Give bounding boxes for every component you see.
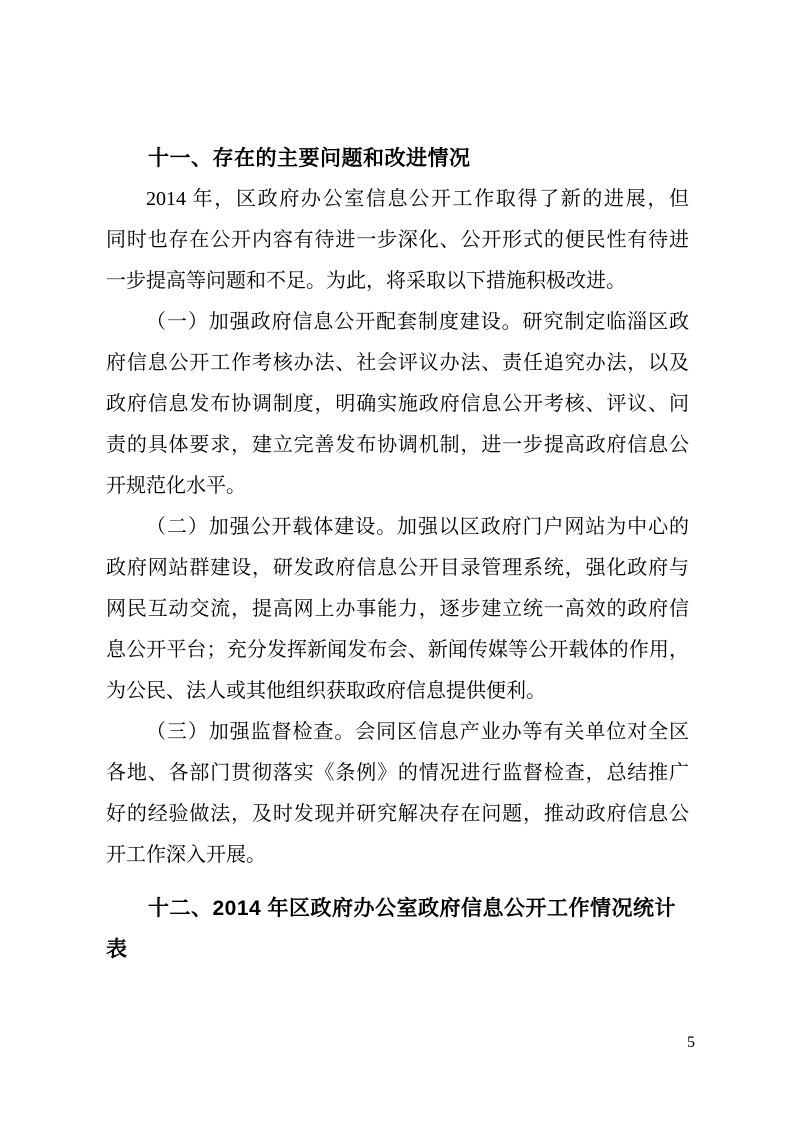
text-line: 网民互动交流，提高网上办事能力，逐步建立统一高效的政府信 xyxy=(106,598,689,620)
text-line: 同时也存在公开内容有待进一步深化、公开形式的便民性有待进 xyxy=(106,229,689,251)
text-line: 府信息公开工作考核办法、社会评议办法、责任追究办法，以及 xyxy=(106,352,689,374)
text-line: 2014 年，区政府办公室信息公开工作取得了新的进展，但 xyxy=(146,188,689,210)
text-line: 责的具体要求，建立完善发布协调机制，进一步提高政府信息公 xyxy=(106,434,689,456)
text-line: （一）加强政府信息公开配套制度建设。研究制定临淄区政 xyxy=(146,311,689,333)
text-line: 政府网站群建设，研发政府信息公开目录管理系统，强化政府与 xyxy=(106,557,689,579)
text-line: 政府信息发布协调制度，明确实施政府信息公开考核、评议、问 xyxy=(106,393,689,415)
text-line: 开工作深入开展。 xyxy=(106,844,266,866)
text-line: 一步提高等问题和不足。为此，将采取以下措施积极改进。 xyxy=(106,270,626,292)
text-line: 开规范化水平。 xyxy=(106,475,246,497)
text-line: （二）加强公开载体建设。加强以区政府门户网站为中心的 xyxy=(146,516,689,538)
section-11-heading: 十一、存在的主要问题和改进情况 xyxy=(148,147,471,170)
page-number: 5 xyxy=(687,1034,695,1051)
section-12-heading: 十二、2014 年区政府办公室政府信息公开工作情况统计表 xyxy=(106,897,677,961)
text-line: 好的经验做法，及时发现并研究解决存在问题，推动政府信息公 xyxy=(106,803,689,825)
document-body xyxy=(106,138,689,961)
text-line: 为公民、法人或其他组织获取政府信息提供便利。 xyxy=(106,680,546,702)
text-line: 各地、各部门贯彻落实《条例》的情况进行监督检查，总结推广 xyxy=(106,762,689,784)
text-line: 息公开平台；充分发挥新闻发布会、新闻传媒等公开载体的作用， xyxy=(106,639,689,661)
text-line: （三）加强监督检查。会同区信息产业办等有关单位对全区 xyxy=(146,721,689,743)
